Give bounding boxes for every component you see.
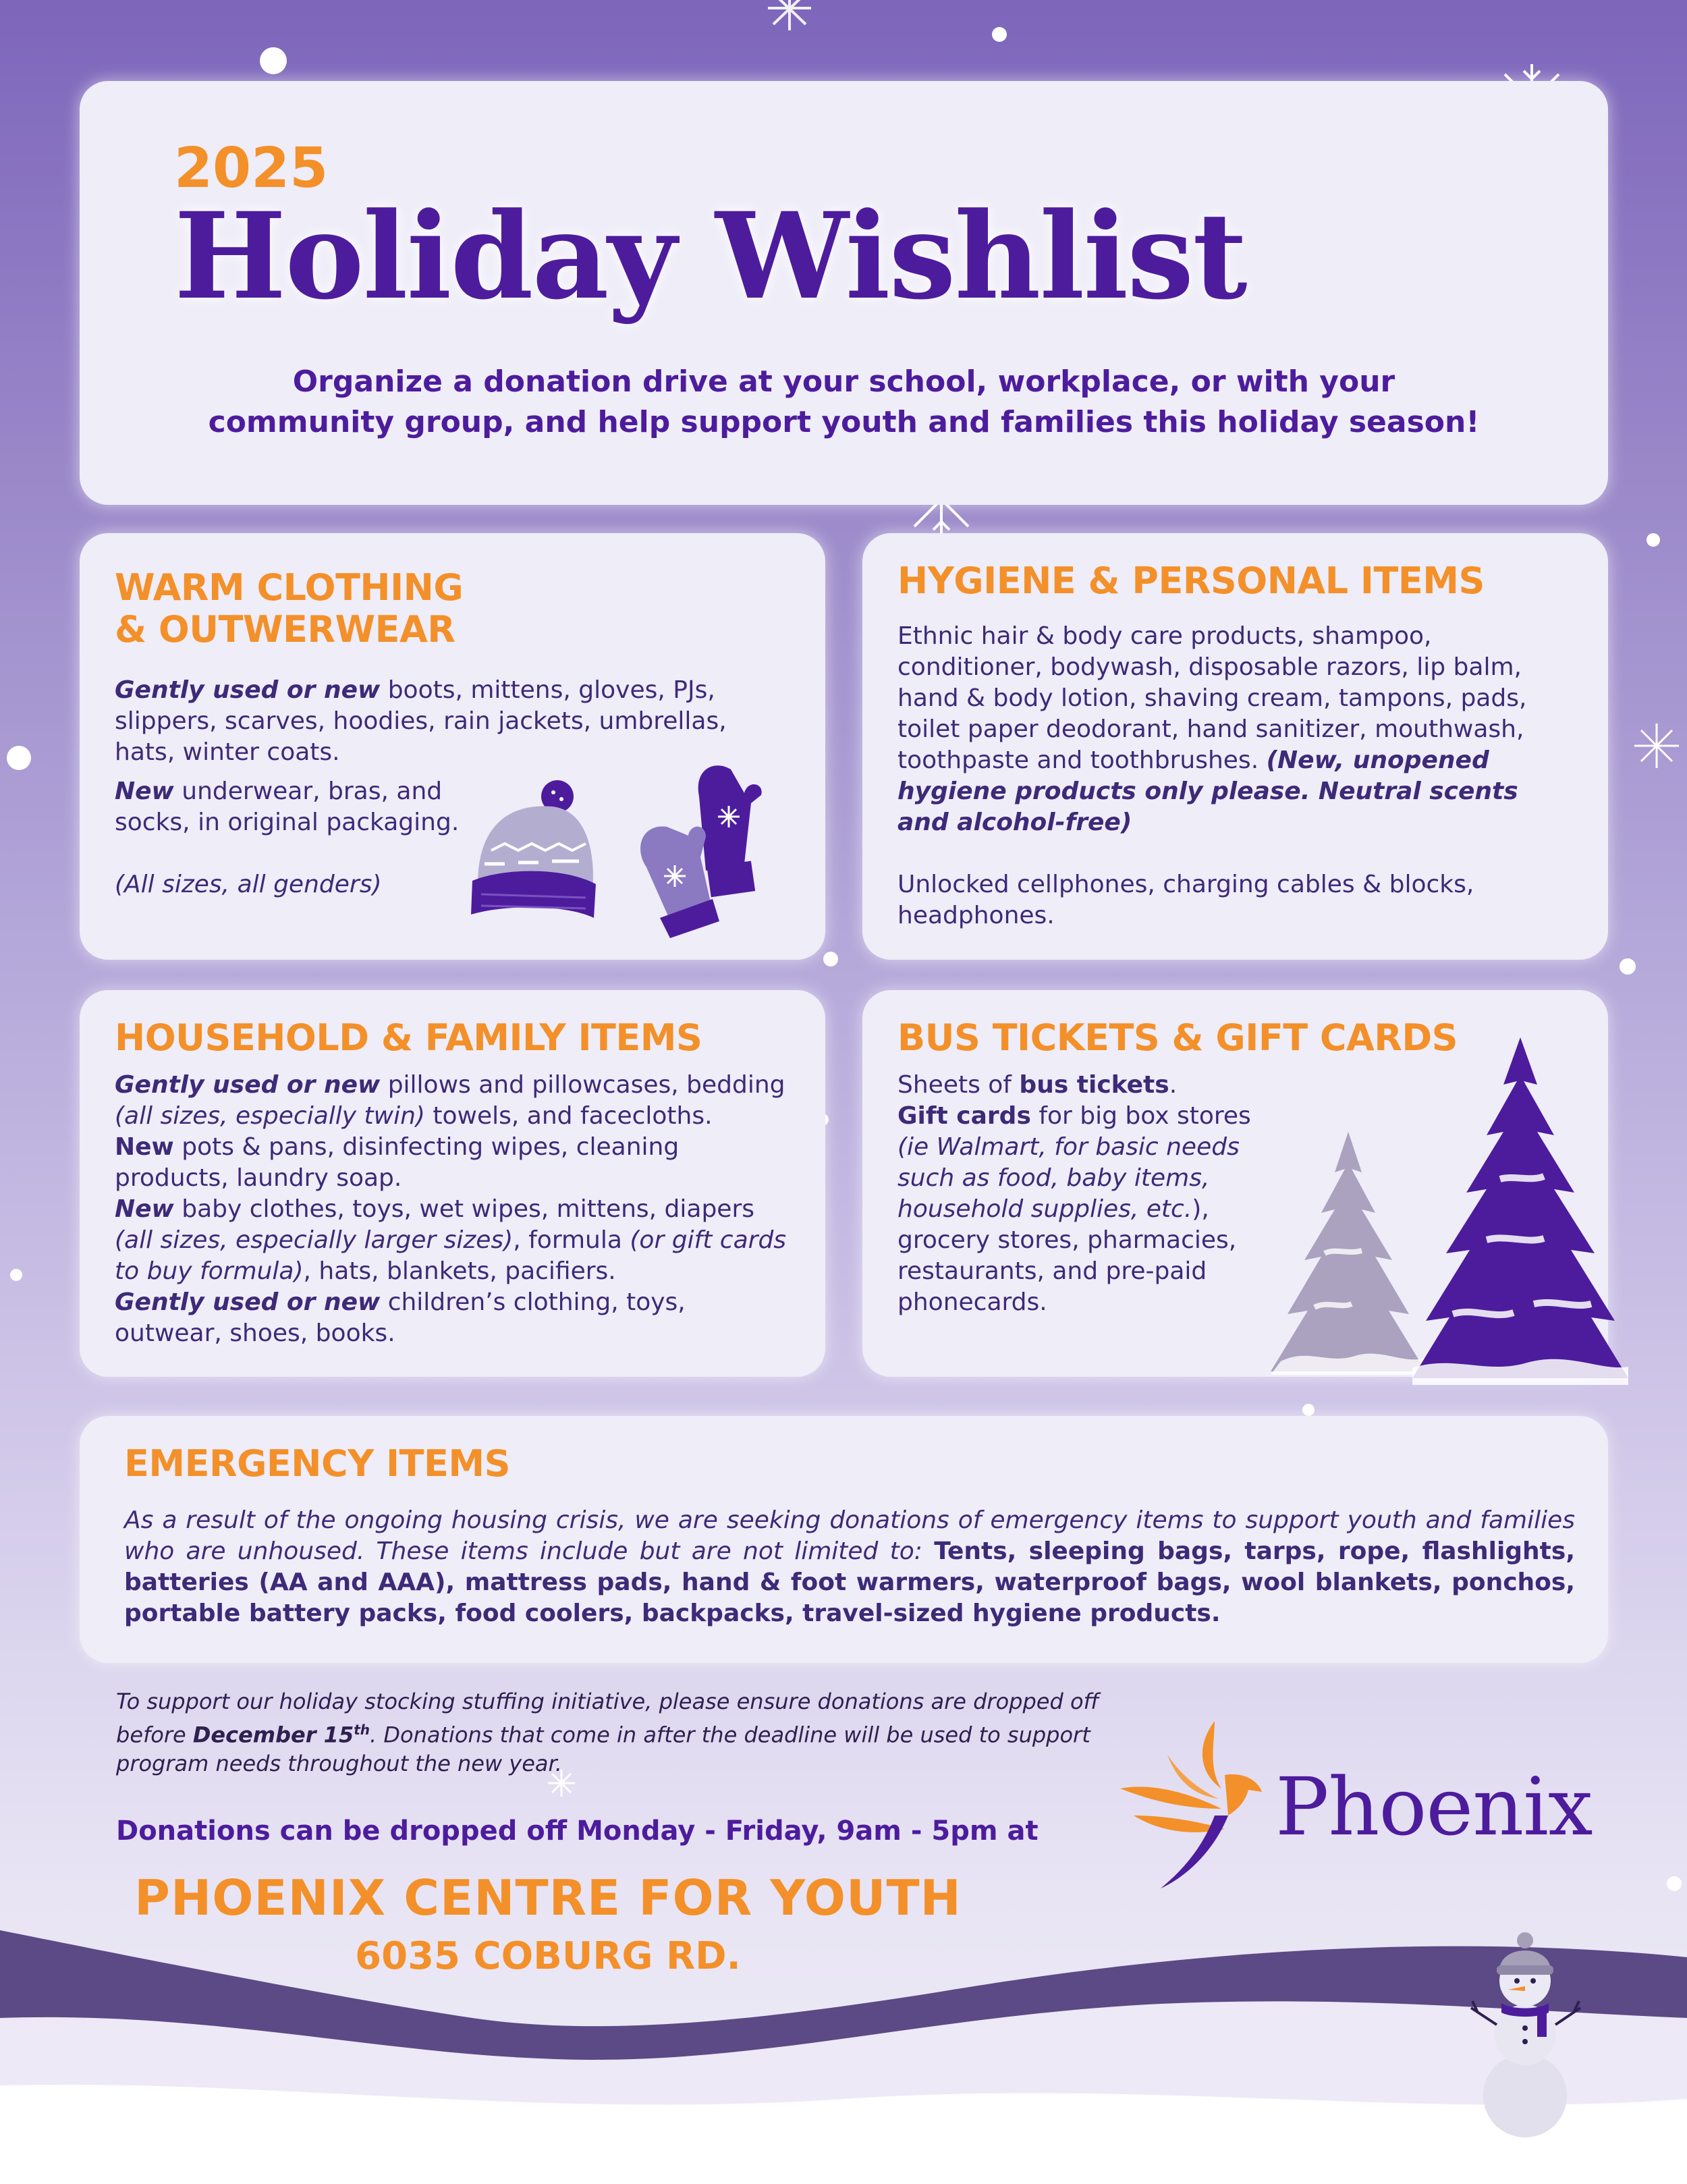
dropoff-location-name: PHOENIX CENTRE FOR YOUTH bbox=[134, 1869, 962, 1926]
heading-line: & OUTWERWEAR bbox=[115, 608, 455, 651]
bus-gift-card bbox=[862, 990, 1608, 1377]
emergency-paragraph bbox=[124, 1505, 1575, 1629]
text: , formula bbox=[513, 1226, 630, 1254]
text: towels, and facecloths. bbox=[424, 1102, 713, 1130]
pine-tree-icon bbox=[1267, 1132, 1429, 1382]
emergency-card bbox=[80, 1416, 1608, 1663]
phoenix-logo bbox=[1113, 1714, 1620, 1890]
hygiene-card bbox=[862, 533, 1608, 960]
text: pillows and pillowcases, bedding bbox=[380, 1071, 785, 1099]
text: baby clothes, toys, wet wipes, mittens, diapers bbox=[173, 1195, 755, 1223]
hygiene-p1 bbox=[897, 621, 1559, 838]
household-line bbox=[115, 1194, 790, 1287]
text: , hats, blankets, pacifiers. bbox=[303, 1257, 616, 1285]
emphasis: Gently used or new bbox=[115, 1071, 381, 1099]
text: children’s clothing, toys, outwear, shoes, books. bbox=[115, 1288, 686, 1347]
text: To support our holiday stocking stuffing initiative, please ensure donations are dropped off before bbox=[116, 1689, 1099, 1748]
dropoff-address: 6035 COBURG RD. bbox=[355, 1934, 741, 1978]
emphasis: Gently used or new bbox=[115, 676, 381, 704]
snow-dot bbox=[260, 47, 287, 74]
snowflake-icon bbox=[749, 0, 830, 34]
italic-text: (or gift cards to buy formula) bbox=[115, 1226, 787, 1285]
warm-clothing-card bbox=[80, 533, 825, 960]
household-line bbox=[115, 1287, 790, 1349]
warm-clothing-note: (All sizes, all genders) bbox=[115, 871, 382, 898]
household-card bbox=[80, 990, 825, 1377]
italic-text: (all sizes, especially larger sizes) bbox=[115, 1226, 514, 1254]
deadline-date: December 15 bbox=[192, 1722, 354, 1748]
items-list: Tents, sleeping bags, tarps, rope, flashlights, batteries (AA and AAA), mattress pads, hand & foot warmers, waterproof bags, wool blankets, ponchos, portable battery packs, food coolers, backpacks, travel-sized hygiene products. bbox=[124, 1537, 1575, 1627]
household-line bbox=[115, 1101, 790, 1132]
hygiene-p2: Unlocked cellphones, charging cables & blocks, headphones. bbox=[897, 871, 1474, 929]
dropoff-hours: Donations can be dropped off Monday - Friday, 9am - 5pm at bbox=[116, 1816, 1039, 1847]
text: Sheets of bbox=[897, 1071, 1020, 1099]
warm-clothing-text-2 bbox=[115, 776, 493, 900]
snow-dot bbox=[10, 1269, 22, 1281]
text: . bbox=[1169, 1071, 1178, 1099]
bus-gift-line bbox=[897, 1132, 1275, 1318]
text: ), grocery stores, pharmacies, restaurants, and pre-paid phonecards. bbox=[897, 1195, 1237, 1316]
emergency-heading: EMERGENCY ITEMS bbox=[124, 1442, 510, 1485]
household-text bbox=[115, 1070, 790, 1349]
year-label: 2025 bbox=[174, 136, 329, 200]
snow-dot bbox=[1302, 1404, 1315, 1416]
text: for big box stores bbox=[1030, 1102, 1251, 1130]
snow-hills bbox=[0, 1917, 1687, 2184]
household-heading: HOUSEHOLD & FAMILY ITEMS bbox=[115, 1016, 702, 1059]
italic-text: (all sizes, especially twin) bbox=[115, 1102, 425, 1130]
heading-line: WARM CLOTHING bbox=[115, 566, 464, 609]
page-title: Holiday Wishlist bbox=[174, 186, 1246, 326]
hygiene-heading: HYGIENE & PERSONAL ITEMS bbox=[897, 559, 1485, 602]
snowflake-icon bbox=[1633, 722, 1680, 769]
snow-dot bbox=[1647, 533, 1660, 547]
bus-gift-line bbox=[897, 1101, 1275, 1132]
intro-text: As a result of the ongoing housing crisis, we are seeking donations of emergency items to support youth and families who are unhoused. These items include but are not limited to: bbox=[124, 1506, 1575, 1565]
warm-clothing-p2 bbox=[115, 776, 493, 838]
subtitle-line: Organize a donation drive at your school, workplace, or with your bbox=[292, 364, 1395, 399]
text: boots, mittens, gloves, PJs, slippers, scarves, hoodies, rain jackets, umbrellas, hats, winter coats. bbox=[115, 676, 727, 766]
hygiene-text bbox=[897, 621, 1559, 931]
header-card bbox=[80, 81, 1608, 505]
snow-dot bbox=[1667, 1876, 1682, 1891]
text: pots & pans, disinfecting wipes, cleaning products, laundry soap. bbox=[115, 1133, 680, 1192]
subtitle-line: community group, and help support youth and families this holiday season! bbox=[208, 405, 1480, 439]
warm-clothing-p1 bbox=[115, 675, 763, 768]
emergency-text bbox=[124, 1505, 1575, 1629]
phoenix-bird-icon bbox=[1113, 1714, 1269, 1890]
emphasis: New bbox=[115, 777, 174, 805]
warm-clothing-text bbox=[115, 675, 763, 768]
bold-text: New bbox=[115, 1133, 174, 1161]
date-suffix: th bbox=[354, 1722, 370, 1738]
logo-wordmark: Phoenix bbox=[1275, 1760, 1593, 1853]
italic-text: (ie Walmart, for basic needs such as food, baby items, household supplies, etc. bbox=[897, 1133, 1240, 1223]
bold-text: Gift cards bbox=[897, 1102, 1031, 1130]
text: underwear, bras, and socks, in original packaging. bbox=[115, 777, 460, 836]
winter-hat-icon bbox=[464, 776, 599, 925]
emphasis: (New, unopened hygiene products only please. Neutral scents and alcohol-free) bbox=[897, 746, 1518, 836]
bus-gift-line bbox=[897, 1070, 1275, 1101]
bus-gift-heading: BUS TICKETS & GIFT CARDS bbox=[897, 1016, 1458, 1059]
bus-gift-text bbox=[897, 1070, 1275, 1318]
bold-text: bus tickets bbox=[1019, 1071, 1169, 1099]
snow-dot bbox=[823, 952, 838, 966]
text: . Donations that come in after the deadline will be used to support program needs throughout the new year. bbox=[116, 1722, 1090, 1776]
snow-dot bbox=[1620, 958, 1636, 975]
snowman-icon bbox=[1458, 1923, 1593, 2139]
snow-dot bbox=[992, 27, 1007, 42]
mittens-icon bbox=[633, 756, 768, 938]
household-line bbox=[115, 1070, 790, 1101]
pine-tree-icon bbox=[1412, 1037, 1628, 1388]
snow-dot bbox=[7, 746, 31, 770]
emphasis: Gently used or new bbox=[115, 1288, 381, 1316]
text: Ethnic hair & body care products, shampoo, conditioner, bodywash, disposable razors, lip balm, hand & body lotion, shaving cream, tampons, pads, toilet paper deodorant, hand sanitizer, mouthwash, toothpaste and toothbrushes. bbox=[897, 622, 1527, 774]
header-subtitle bbox=[80, 362, 1608, 443]
household-line bbox=[115, 1132, 790, 1194]
emphasis: New bbox=[115, 1195, 174, 1223]
warm-clothing-heading bbox=[115, 567, 463, 651]
deadline-note bbox=[116, 1687, 1149, 1778]
